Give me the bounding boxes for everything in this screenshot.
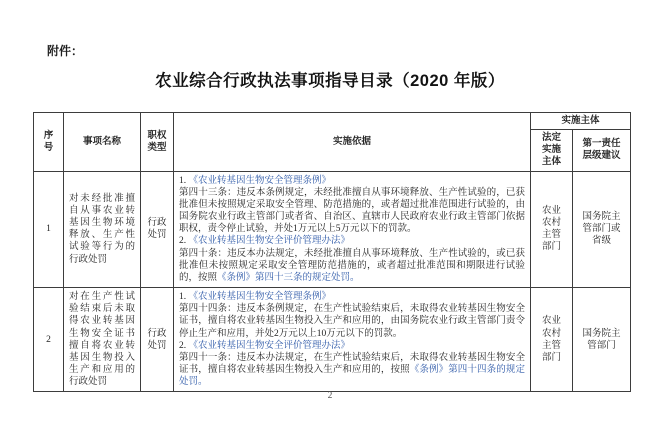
law-reference-link[interactable]: 《条例》第四十三条的规定处罚。 [217, 272, 360, 283]
cell-authority-type [141, 288, 174, 392]
authority-type-text: 行政处罚 [147, 328, 167, 351]
header-basis: 实施依据 [174, 113, 531, 172]
header-subject-group: 实施主体 [531, 113, 631, 130]
responsibility-text: 国务院主管部门 [582, 328, 621, 351]
attachment-label: 附件： [47, 44, 84, 58]
legal-subject-text: 农业农村主管部门 [541, 206, 561, 253]
header-legal-subject [531, 130, 573, 171]
table-body [34, 171, 631, 392]
law-reference-link[interactable]: 《条例》第四十四条的规定处罚。 [179, 364, 525, 388]
cell-basis [174, 171, 531, 287]
basis-paragraph [179, 340, 525, 352]
header-responsibility [573, 130, 631, 171]
basis-paragraph [179, 291, 525, 303]
law-reference-link[interactable]: 《农业转基因生物安全管理条例》 [188, 292, 332, 303]
legal-subject-text: 农业农村主管部门 [541, 316, 561, 363]
basis-paragraph [179, 303, 525, 339]
basis-text: 2. [179, 340, 189, 351]
responsibility-text: 国务院主管部门或省级 [582, 212, 621, 247]
cell-item-name: 对在生产性试验结束后未取得农业转基因生物安全证书擅自将农业转基因生物投入生产和应用的行政处罚 [64, 288, 141, 392]
header-legal-subject-label: 法定实施主体 [541, 133, 561, 168]
cell-responsibility [573, 171, 631, 287]
basis-text: 第四十三条：违反本条例规定，未经批准擅自从事环境释放、生产性试验的，已获批准但未按照规定采取安全管理、防范措施的，或者超过批准范围进行试验的，由国务院农业行政主管部门或者省、自治区、直辖市人民政府农业行政主管部门依据职权，责令停止试验，并处1万元以上5万元以下的罚款。 [179, 187, 525, 235]
basis-text: 第四十四条：违反本条例规定，在生产性试验结束后，未取得农业转基因生物安全证书，擅自将农业转基因生物投入生产和应用的，由国务院农业行政主管部门责令停止生产和应用，并处2万元以上10万元以下的罚款。 [179, 304, 525, 339]
page-number: 2 [327, 391, 333, 401]
cell-seq: 2 [34, 288, 64, 392]
basis-text: 1. [179, 292, 189, 303]
table-row [34, 171, 631, 287]
table-header [34, 113, 631, 172]
header-responsibility-label: 第一责任层级建议 [582, 139, 621, 162]
basis-paragraph [179, 352, 525, 388]
cell-legal-subject [531, 171, 573, 287]
basis-paragraph [179, 187, 525, 236]
basis-paragraph [179, 248, 525, 284]
law-reference-link[interactable]: 《农业转基因生物安全评价管理办法》 [188, 236, 351, 247]
cell-legal-subject [531, 288, 573, 392]
basis-text: 2. [179, 236, 189, 247]
law-reference-link[interactable]: 《农业转基因生物安全评价管理办法》 [188, 340, 351, 351]
cell-seq: 1 [34, 171, 64, 287]
header-row-top [34, 113, 631, 130]
basis-text: 第四十一条：违反本办法规定，在生产性试验结束后，未取得农业转基因生物安全证书，擅自将农业转基因生物投入生产和应用的，按照 [179, 352, 525, 375]
header-authority-type [141, 113, 174, 172]
header-seq-label: 序号 [43, 130, 54, 153]
law-reference-link[interactable]: 《农业转基因生物安全管理条例》 [188, 175, 332, 186]
table-row [34, 288, 631, 392]
basis-text: 第四十条：违反本办法规定，未经批准擅自从事环境释放、生产性试验的，或已获批准但未按照规定采取安全管理防范措施的，或者超过批准范围和期限进行试验的，按照 [179, 248, 525, 283]
header-seq [34, 113, 64, 172]
basis-paragraph [179, 175, 525, 187]
catalog-table [33, 112, 631, 392]
cell-basis [174, 288, 531, 392]
basis-text: 1. [179, 175, 189, 186]
cell-authority-type [141, 171, 174, 287]
page-title: 农业综合行政执法事项指导目录（2020 年版） [155, 72, 505, 90]
basis-paragraph [179, 235, 525, 247]
header-item-name: 事项名称 [64, 113, 141, 172]
cell-responsibility [573, 288, 631, 392]
cell-item-name: 对未经批准擅自从事农业转基因生物环境释放、生产性试验等行为的行政处罚 [64, 171, 141, 287]
header-authority-type-label: 职权类型 [147, 130, 167, 153]
authority-type-text: 行政处罚 [147, 218, 167, 241]
